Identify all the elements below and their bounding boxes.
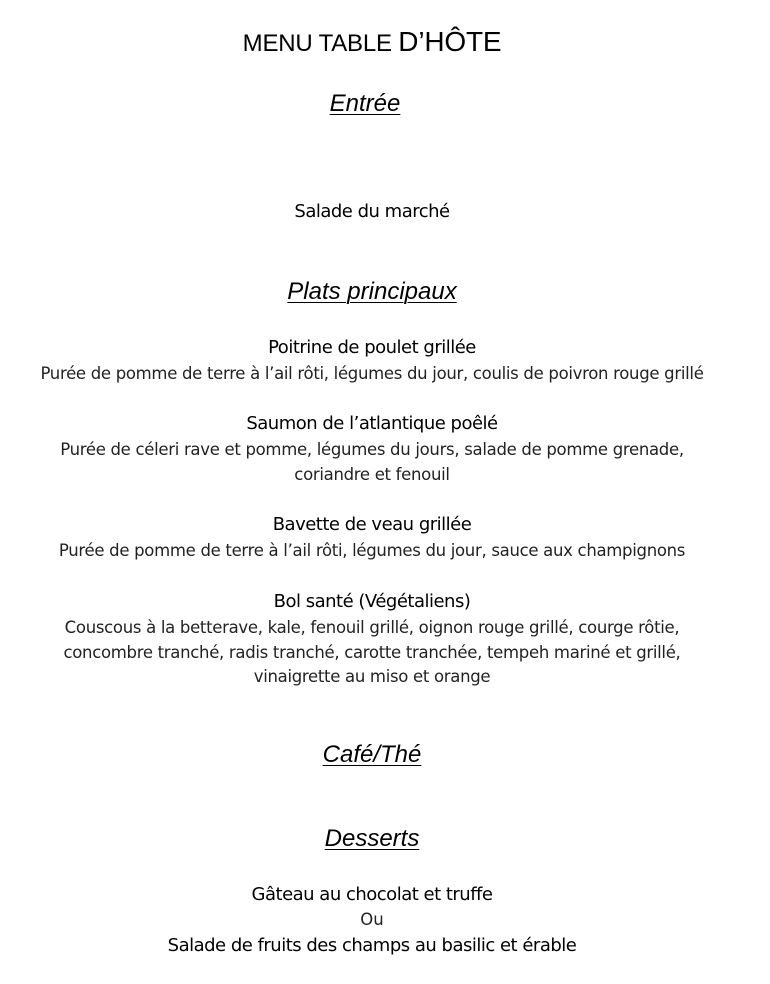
plat-name-bol-sante: Bol santé (Végétaliens) (273, 591, 471, 612)
entree-dish: Salade du marché (294, 201, 450, 222)
plat-description-bol-sante (0, 616, 757, 690)
description-line: concombre tranché, radis tranché, carotte tranchée, tempeh mariné et grillé, (63, 642, 681, 662)
plat-name-saumon: Saumon de l’atlantique poêlé (246, 413, 498, 434)
description-line: vinaigrette au miso et orange (253, 667, 491, 686)
dessert-option-1: Gâteau au chocolat et truffe (251, 884, 493, 905)
plat-name-poulet: Poitrine de poulet grillée (268, 337, 476, 358)
plat-name-bavette: Bavette de veau grillée (272, 514, 472, 535)
dessert-option-2: Salade de fruits des champs au basilic et érable (167, 935, 577, 956)
description-line: Couscous à la betterave, kale, fenouil grillé, oignon rouge grillé, courge rôtie, (64, 618, 680, 637)
plat-description-poulet (0, 362, 757, 387)
description-line: coriandre et fenouil (294, 464, 450, 484)
menu-title (0, 26, 744, 58)
plat-description-saumon (0, 438, 757, 487)
entree-heading: Entrée (329, 90, 401, 117)
menu-title-accent: D’HÔTE (398, 26, 502, 57)
menu-title-main: MENU TABLE (242, 30, 399, 57)
description-line: Purée de céleri rave et pomme, légumes du jours, salade de pomme grenade, (60, 440, 684, 459)
description-line: Purée de pomme de terre à l’ail rôti, légumes du jour, sauce aux champignons (58, 541, 686, 560)
cafe-heading: Café/Thé (322, 741, 422, 768)
desserts-heading: Desserts (324, 825, 420, 852)
description-line: Purée de pomme de terre à l’ail rôti, légumes du jour, coulis de poivron rouge grillé (40, 364, 704, 383)
plat-description-bavette (0, 539, 757, 564)
dessert-separator: Ou (360, 910, 384, 929)
plats-heading: Plats principaux (287, 278, 457, 305)
